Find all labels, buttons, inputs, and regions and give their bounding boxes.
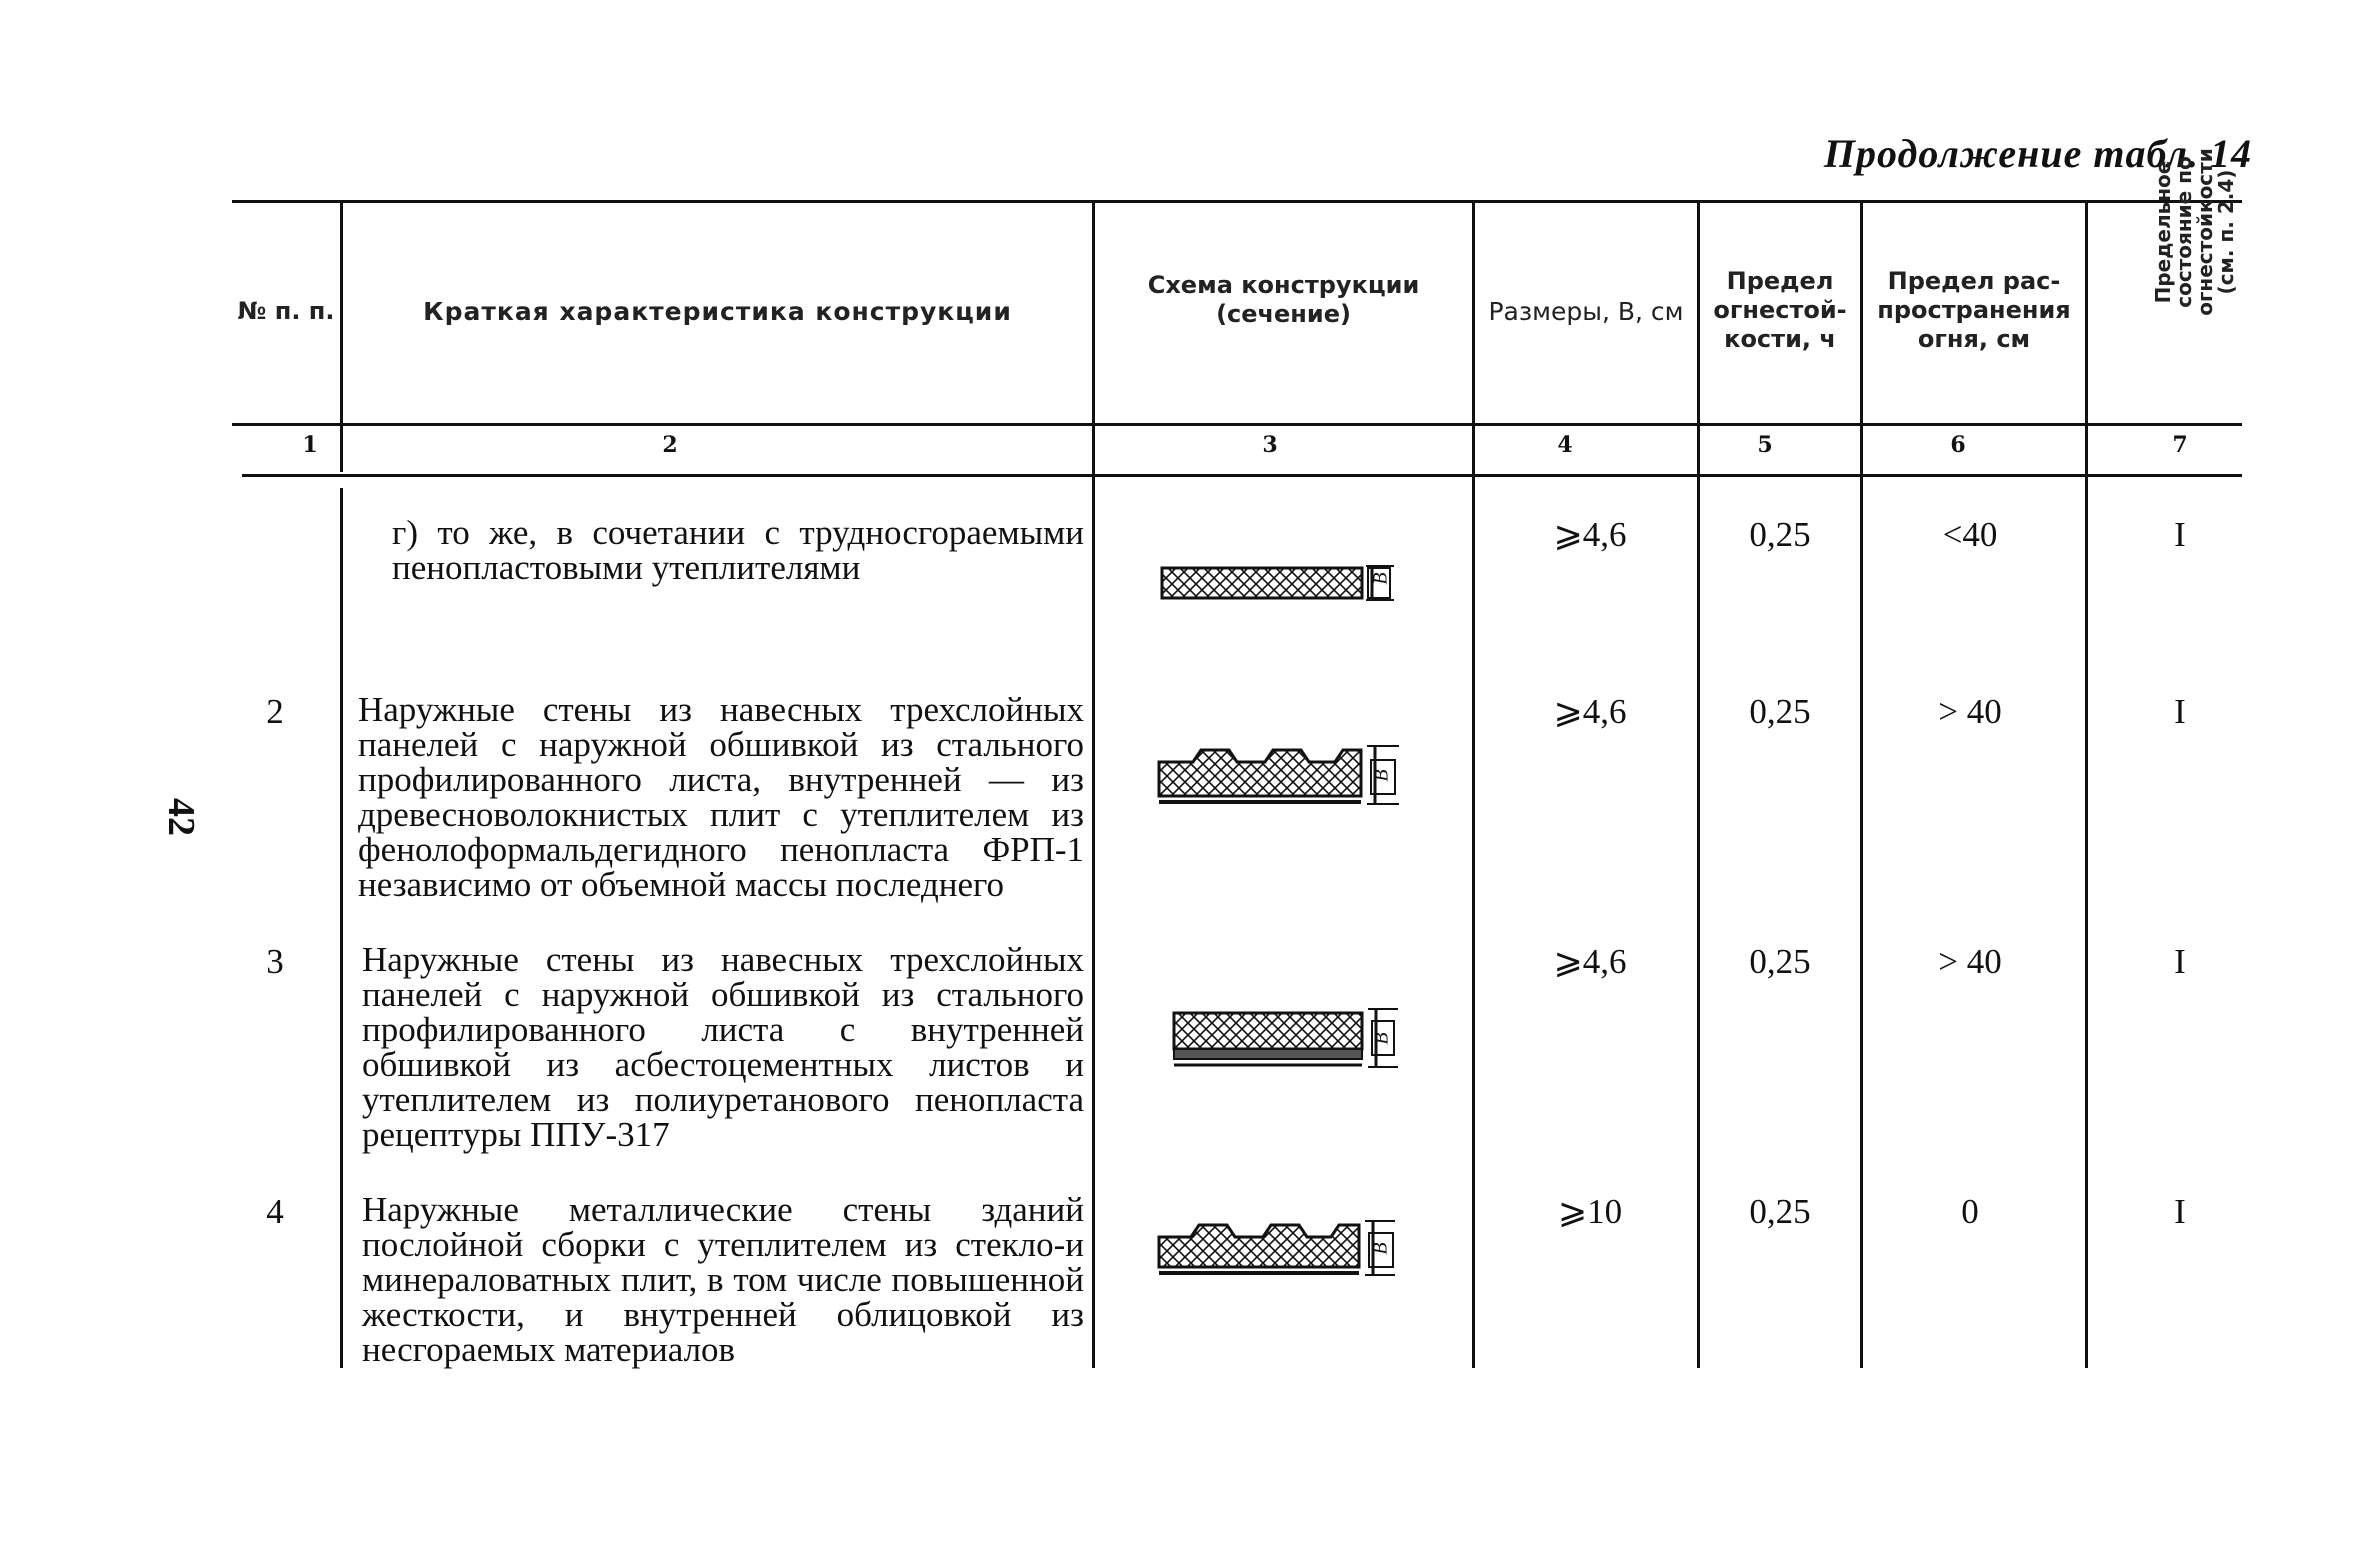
row-3-limit-state: I (2174, 1192, 2186, 1231)
col-divider-1b (340, 488, 343, 1368)
row-3-number: 4 (266, 1192, 284, 1231)
header-fire-spread-line3: огня, см (1917, 324, 2031, 353)
header-fire-spread (1863, 250, 2085, 370)
row-3-schema-label: В (1369, 1242, 1392, 1255)
row-2-limit-state: I (2174, 942, 2186, 981)
colnum-2: 2 (662, 432, 678, 458)
header-fire-spread-line2: пространения (1877, 295, 2071, 324)
row-1-limit-state: I (2174, 692, 2186, 731)
row-3-description: Наружные металлические стены зданий послойной сборки с утеплителем из стекло-и минераловатных плит, в том числе повышенной жесткости, и внутренней облицовкой из несгораемых материалов (362, 1190, 1084, 1369)
row-0-size: ⩾4,6 (1553, 515, 1627, 554)
row-1-number: 2 (266, 692, 284, 731)
colnum-bottom-rule (242, 474, 2242, 477)
row-3-size: ⩾10 (1557, 1192, 1623, 1231)
colnum-6: 6 (1950, 432, 1966, 458)
row-0-schema-label: В (1369, 572, 1392, 585)
header-bottom-rule (232, 423, 2242, 426)
row-2-fire-spread: > 40 (1938, 942, 2002, 981)
row-1-description: Наружные стены из навесных трехслойных панелей с наружной обшивкой из стального профилированного листа, внутренней — из древесноволокнистых плит с утеплителем из фенолоформальдегидного пенопласта ФРП-1 независимо от объемной массы последнего (358, 690, 1084, 904)
row-0-fire-spread: <40 (1942, 515, 1998, 554)
row-0-description: г) то же, в сочетании с трудносгораемыми пенопластовыми утеплителями (392, 513, 1084, 587)
row-2-fire-limit: 0,25 (1749, 942, 1811, 981)
header-fire-limit-line2: огнестой- (1713, 295, 1847, 324)
header-size: Размеры, В, см (1488, 297, 1684, 326)
row-3-fire-limit: 0,25 (1749, 1192, 1811, 1231)
header-characteristic: Краткая характеристика конструкции (423, 297, 1012, 326)
row-0-fire-limit: 0,25 (1749, 515, 1811, 554)
row-0-limit-state: I (2174, 515, 2186, 554)
page-number: 42 (160, 798, 202, 836)
colnum-1: 1 (302, 432, 318, 458)
colnum-3: 3 (1262, 432, 1278, 458)
header-no: № п. п. (237, 297, 335, 325)
col-divider-2 (1092, 200, 1095, 1368)
header-schema-line1: Схема конструкции (1147, 271, 1420, 299)
col-divider-5 (1860, 200, 1863, 1368)
row-2-number: 3 (266, 942, 284, 981)
header-limit-state (2151, 137, 2238, 327)
row-3-fire-spread: 0 (1961, 1192, 1979, 1231)
row-1-fire-spread: > 40 (1938, 692, 2002, 731)
row-2-schema-label: В (1370, 1032, 1393, 1045)
header-limit-state-line3: огнестойкости (2193, 148, 2217, 316)
row-1-fire-limit: 0,25 (1749, 692, 1811, 731)
header-limit-state-line4: (см. п. 2.4) (2214, 169, 2238, 295)
header-limit-state-line1: Предельное (2151, 160, 2175, 304)
colnum-4: 4 (1557, 432, 1573, 458)
row-2-size: ⩾4,6 (1553, 942, 1627, 981)
header-limit-state-line2: состояние по (2172, 156, 2196, 308)
table-caption: Продолжение табл. 14 (1823, 131, 2252, 176)
header-fire-limit (1700, 250, 1860, 370)
header-fire-spread-line1: Предел рас- (1887, 266, 2061, 295)
row-1-schema-label: В (1370, 769, 1393, 782)
row-1-size: ⩾4,6 (1553, 692, 1627, 731)
header-fire-limit-line3: кости, ч (1724, 324, 1836, 353)
header-fire-limit-line1: Предел (1726, 266, 1834, 295)
header-schema (1095, 260, 1472, 340)
col-divider-6 (2085, 200, 2088, 1368)
row-0-section-schema (1160, 560, 1410, 610)
colnum-7: 7 (2172, 432, 2188, 458)
colnum-5: 5 (1757, 432, 1773, 458)
row-2-description: Наружные стены из навесных трехслойных панелей с наружной обшивкой из стального профилированного листа с внутренней обшивкой из асбестоцементных листов и утеплителем из полиуретанового пенопласта рецептуры ППУ-317 (362, 940, 1084, 1154)
header-schema-line2: (сечение) (1216, 300, 1351, 328)
